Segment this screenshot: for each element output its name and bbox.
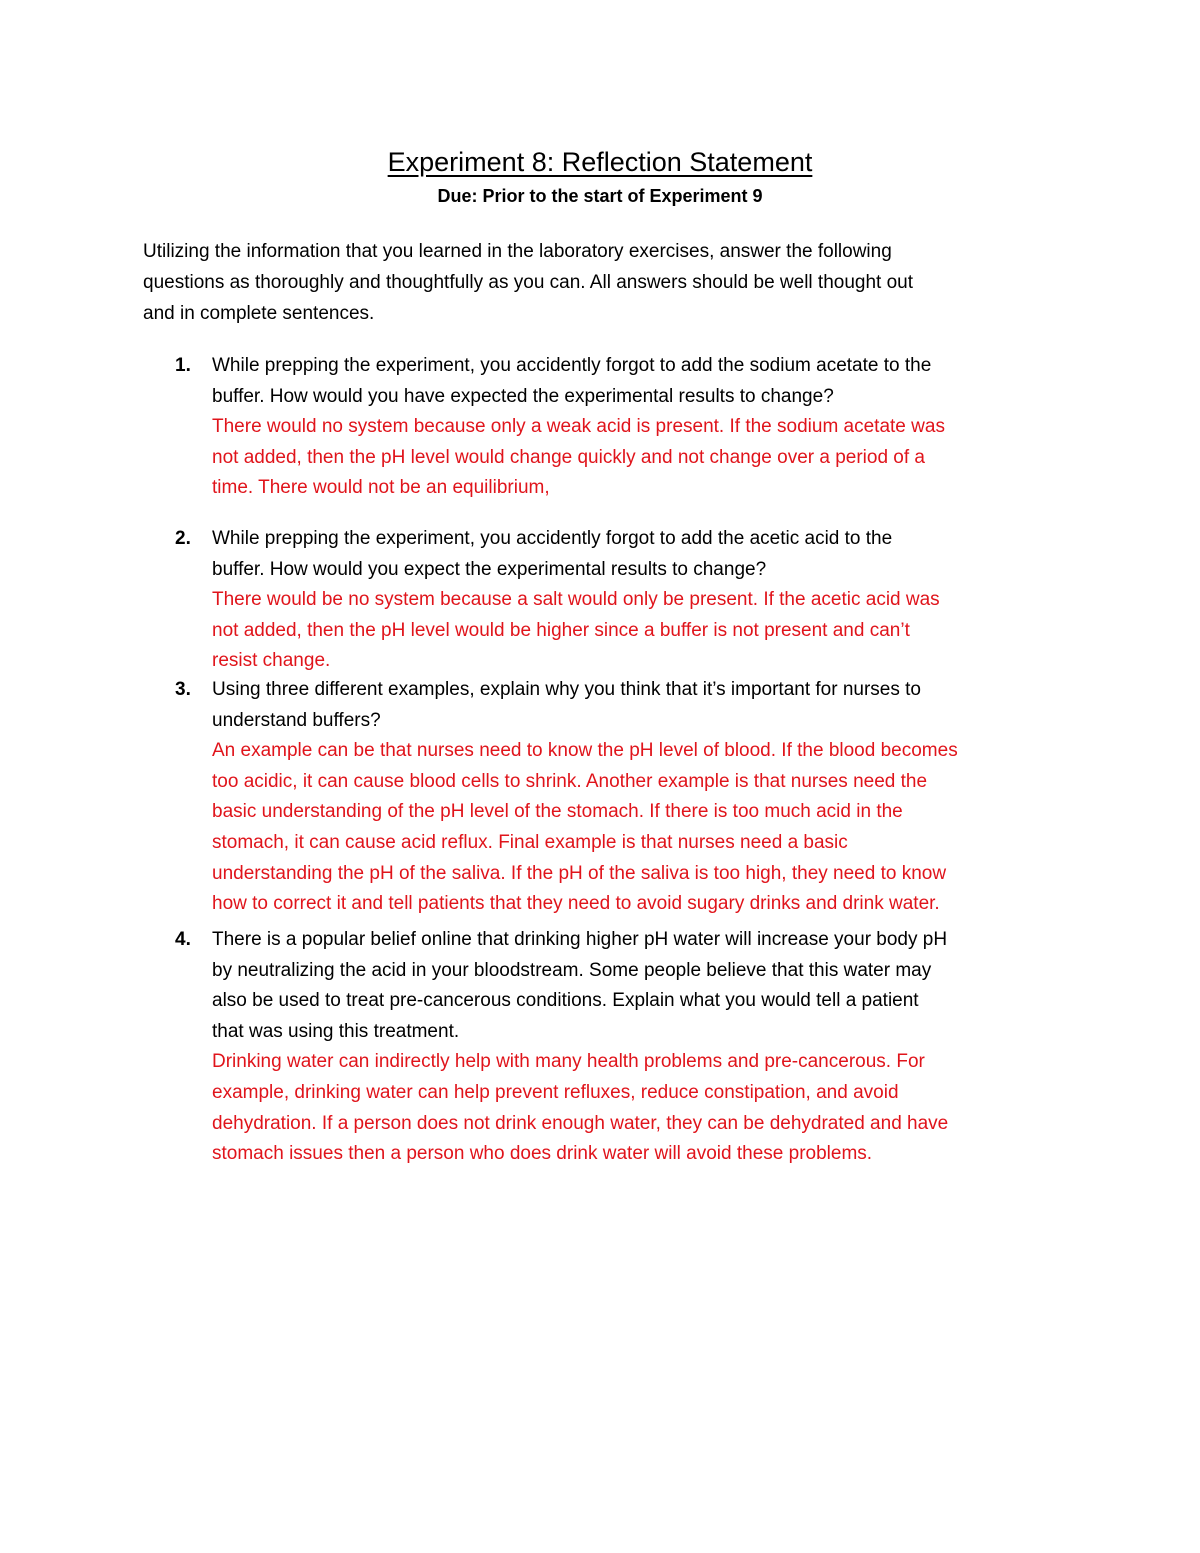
intro-line: and in complete sentences. <box>143 303 375 324</box>
answer-line: example, drinking water can help prevent refluxes, reduce constipation, and avoid <box>212 1081 899 1103</box>
answer-line: There would no system because only a weak acid is present. If the sodium acetate was <box>212 416 945 438</box>
answer-text <box>212 585 1072 677</box>
question-line: buffer. How would you have expected the experimental results to change? <box>212 385 834 407</box>
question-text <box>212 351 1072 412</box>
question-number: 1. <box>175 355 191 376</box>
question-number: 3. <box>175 679 191 700</box>
answer-line: There would be no system because a salt would only be present. If the acetic acid was <box>212 589 940 611</box>
question-text <box>212 925 1072 1047</box>
question-line: While prepping the experiment, you accidently forgot to add the sodium acetate to the <box>212 355 932 376</box>
answer-line: understanding the pH of the saliva. If the pH of the saliva is too high, they need to know <box>212 862 947 884</box>
answer-line: too acidic, it can cause blood cells to shrink. Another example is that nurses need the <box>212 770 928 792</box>
question-line: understand buffers? <box>212 709 381 731</box>
question-text <box>212 675 1072 736</box>
question-line: buffer. How would you expect the experimental results to change? <box>212 558 767 580</box>
due-date-subtitle: Due: Prior to the start of Experiment 9 <box>437 186 763 206</box>
answer-line: dehydration. If a person does not drink enough water, they can be dehydrated and have <box>212 1112 949 1134</box>
intro-paragraph <box>143 236 1063 329</box>
question-number: 4. <box>175 929 191 950</box>
intro-line: Utilizing the information that you learned in the laboratory exercises, answer the following <box>143 241 892 262</box>
document-title: Experiment 8: Reflection Statement <box>387 147 813 177</box>
question-line: by neutralizing the acid in your bloodstream. Some people believe that this water may <box>212 959 932 981</box>
answer-line: time. There would not be an equilibrium, <box>212 477 550 499</box>
question-line: There is a popular belief online that drinking higher pH water will increase your body pH <box>212 929 948 950</box>
question-text <box>212 524 1072 585</box>
answer-line: An example can be that nurses need to know the pH level of blood. If the blood becomes <box>212 740 958 762</box>
question-line: also be used to treat pre-cancerous conditions. Explain what you would tell a patient <box>212 990 919 1012</box>
answer-line: not added, then the pH level would be higher since a buffer is not present and can’t <box>212 619 910 641</box>
answer-text <box>212 736 1072 920</box>
answer-text <box>212 412 1072 504</box>
answer-text <box>212 1047 1072 1169</box>
question-number: 2. <box>175 528 191 549</box>
answer-line: stomach issues then a person who does drink water will avoid these problems. <box>212 1143 873 1165</box>
answer-line: Drinking water can indirectly help with many health problems and pre-cancerous. For <box>212 1051 925 1073</box>
answer-line: basic understanding of the pH level of the stomach. If there is too much acid in the <box>212 801 903 823</box>
answer-line: resist change. <box>212 650 331 672</box>
question-line: Using three different examples, explain why you think that it’s important for nurses to <box>212 679 921 700</box>
answer-line: stomach, it can cause acid reflux. Final example is that nurses need a basic <box>212 831 848 853</box>
answer-line: how to correct it and tell patients that they need to avoid sugary drinks and drink water. <box>212 893 940 915</box>
intro-line: questions as thoroughly and thoughtfully as you can. All answers should be well thought out <box>143 272 914 293</box>
answer-line: not added, then the pH level would change quickly and not change over a period of a <box>212 446 926 468</box>
question-line: that was using this treatment. <box>212 1020 460 1042</box>
question-line: While prepping the experiment, you accidently forgot to add the acetic acid to the <box>212 528 893 549</box>
